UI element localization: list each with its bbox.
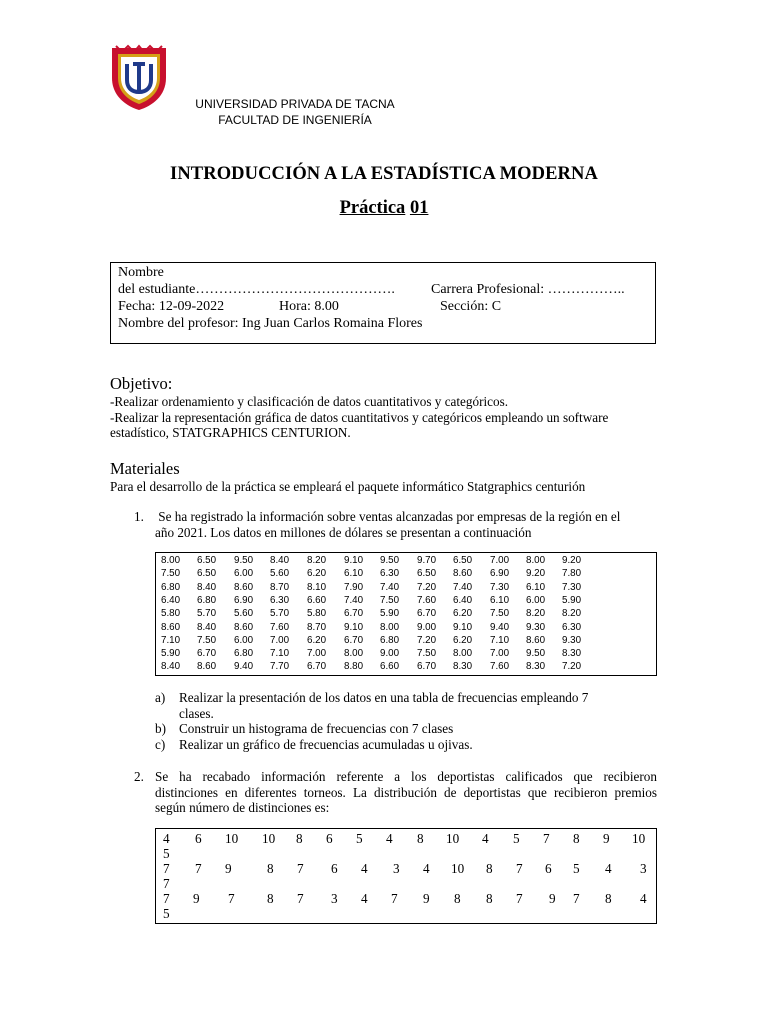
- student-info-box: [110, 262, 656, 344]
- table-cell: 9.70: [417, 555, 437, 566]
- table-cell: 8: [605, 891, 612, 906]
- table-cell: 5: [356, 831, 363, 846]
- item-letter: c): [155, 736, 166, 752]
- q1-number: 1.: [134, 509, 144, 524]
- table-cell: 7: [516, 861, 523, 876]
- table-cell: 9.30: [562, 634, 582, 646]
- table-cell: 9: [423, 891, 430, 906]
- table-cell: 6.80: [197, 594, 217, 606]
- sales-data-table: [155, 552, 657, 676]
- table-cell: 4: [482, 831, 489, 846]
- table-cell: 4: [361, 891, 368, 906]
- table-cell: 4: [640, 891, 647, 906]
- table-cell: 5.80: [161, 608, 181, 620]
- table-cell: 3: [640, 861, 647, 876]
- table-cell: 7: [163, 861, 170, 876]
- q2-line: según número de distinciones es:: [155, 800, 330, 815]
- table-cell: 6.70: [344, 634, 364, 646]
- table-cell: 7.30: [490, 581, 510, 593]
- table-cell: 6.00: [234, 568, 254, 580]
- table-cell: 9.10: [344, 621, 364, 633]
- table-cell: 7.00: [490, 648, 510, 660]
- table-cell: 6: [545, 861, 552, 876]
- table-cell: 7.50: [161, 568, 181, 580]
- table-cell: 6: [326, 831, 333, 846]
- table-cell: 7.20: [417, 634, 437, 646]
- table-cell: 5: [573, 861, 580, 876]
- materiales-text: Para el desarrollo de la práctica se empleará el paquete informático Statgraphics centurión: [110, 479, 586, 494]
- table-cell: 6.50: [417, 568, 437, 580]
- table-cell: 5.60: [234, 608, 254, 620]
- table-cell: 7: [297, 861, 304, 876]
- table-cell: 7.00: [270, 634, 290, 646]
- table-cell: 7: [163, 876, 170, 891]
- objetivo-section: [110, 374, 670, 441]
- table-cell: 9: [225, 861, 232, 876]
- q2-line: distinciones en diferentes torneos. La distribución de deportistas que recibieron premios: [155, 784, 657, 800]
- table-cell: 7.10: [490, 634, 510, 646]
- table-cell: 7.40: [380, 581, 400, 593]
- table-cell: 7: [297, 891, 304, 906]
- table-cell: 8.80: [344, 661, 364, 673]
- objetivo-line: -Realizar la representación gráfica de datos cuantitativos y categóricos empleando un software: [110, 409, 609, 425]
- table-cell: 6.80: [161, 581, 181, 593]
- table-cell: 6.20: [453, 634, 473, 646]
- table-cell: 7.60: [490, 661, 510, 673]
- table-cell: 8.40: [197, 581, 217, 593]
- table-cell: 9.20: [562, 555, 582, 566]
- profesor-field: Nombre del profesor: Ing Juan Carlos Romaina Flores: [118, 316, 423, 331]
- table-cell: 8: [296, 831, 303, 846]
- table-cell: 10: [225, 831, 239, 846]
- table-cell: 5: [513, 831, 520, 846]
- table-cell: 9: [603, 831, 610, 846]
- table-cell: 8.00: [453, 648, 473, 660]
- table-cell: 8.30: [453, 661, 473, 673]
- table-cell: 9: [549, 891, 556, 906]
- table-cell: 7.60: [417, 594, 437, 606]
- table-cell: 8.60: [453, 568, 473, 580]
- table-cell: 6.00: [526, 594, 546, 606]
- carrera-field: Carrera Profesional: ……………..: [431, 282, 625, 297]
- table-cell: 5.70: [270, 608, 290, 620]
- faculty-name: FACULTAD DE INGENIERÍA: [218, 113, 372, 127]
- item-letter: a): [155, 690, 166, 705]
- table-cell: 7.50: [417, 648, 437, 660]
- table-cell: 7.80: [562, 568, 582, 580]
- table-cell: 8.30: [562, 648, 582, 660]
- table-cell: 8.20: [526, 608, 546, 620]
- table-cell: 8: [267, 891, 274, 906]
- table-cell: 5.90: [562, 594, 582, 606]
- table-cell: 7: [573, 891, 580, 906]
- table-cell: 6.70: [417, 608, 437, 620]
- table-cell: 8.70: [270, 581, 290, 593]
- table-cell: 8.10: [307, 581, 327, 593]
- practica-number: 01: [409, 198, 429, 218]
- table-cell: 7: [391, 891, 398, 906]
- table-cell: 6.90: [490, 568, 510, 580]
- table-cell: 7: [516, 891, 523, 906]
- table-cell: 4: [386, 831, 393, 846]
- table-cell: 7.60: [270, 621, 290, 633]
- table-cell: 4: [163, 831, 170, 846]
- table-cell: 5: [163, 906, 170, 921]
- table-cell: 7.90: [344, 581, 364, 593]
- q2-line: Se ha recabado información referente a los deportistas calificados que recibieron: [155, 769, 657, 784]
- table-cell: 8.40: [270, 555, 290, 566]
- table-cell: 6.10: [344, 568, 364, 580]
- table-cell: 7.50: [380, 594, 400, 606]
- table-cell: 6.10: [526, 581, 546, 593]
- table-cell: 8.00: [161, 555, 181, 566]
- table-cell: 7.30: [562, 581, 582, 593]
- table-cell: 8.00: [380, 621, 400, 633]
- seccion-field: Sección: C: [440, 299, 502, 314]
- materiales-heading: Materiales: [110, 459, 180, 478]
- table-cell: 4: [423, 861, 430, 876]
- table-cell: 10: [451, 861, 465, 876]
- table-cell: 8: [573, 831, 580, 846]
- table-cell: 8.00: [526, 555, 546, 566]
- table-cell: 6: [331, 861, 338, 876]
- item-text: Realizar la presentación de los datos en una tabla de frecuencias empleando 7: [179, 690, 589, 705]
- table-cell: 6.60: [380, 661, 400, 673]
- table-cell: 8: [267, 861, 274, 876]
- practica-label: Práctica: [339, 198, 406, 218]
- table-cell: 7.70: [270, 661, 290, 673]
- item-text: Construir un histograma de frecuencias con 7 clases: [179, 721, 454, 736]
- table-cell: 4: [605, 861, 612, 876]
- table-cell: 9.20: [526, 568, 546, 580]
- practica-heading: [0, 198, 768, 219]
- table-cell: 9: [193, 891, 200, 906]
- table-cell: 6.30: [270, 594, 290, 606]
- table-cell: 6.70: [417, 661, 437, 673]
- document-title: INTRODUCCIÓN A LA ESTADÍSTICA MODERNA: [170, 164, 598, 184]
- table-cell: 9.50: [380, 555, 400, 566]
- table-cell: 8.60: [197, 661, 217, 673]
- student-name-field: del estudiante…………………………………….: [118, 282, 395, 297]
- q2-text: [155, 769, 657, 816]
- table-cell: 8.70: [307, 621, 327, 633]
- table-cell: 5.90: [161, 648, 181, 660]
- objetivo-heading: Objetivo:: [110, 374, 173, 393]
- table-cell: 10: [632, 831, 646, 846]
- table-cell: 9.00: [380, 648, 400, 660]
- table-cell: 6.80: [380, 634, 400, 646]
- table-cell: 10: [262, 831, 276, 846]
- table-cell: 9.40: [234, 661, 254, 673]
- table-cell: 8.60: [234, 581, 254, 593]
- table-cell: 9.10: [344, 555, 364, 566]
- table-cell: 8.40: [161, 661, 181, 673]
- table-cell: 8.20: [307, 555, 327, 566]
- table-cell: 6.20: [453, 608, 473, 620]
- table-cell: 6.50: [197, 555, 217, 566]
- table-cell: 8: [417, 831, 424, 846]
- table-cell: 5.90: [380, 608, 400, 620]
- item-text: Realizar un gráfico de frecuencias acumuladas u ojivas.: [179, 736, 473, 752]
- table-cell: 5.60: [270, 568, 290, 580]
- table-cell: 8.60: [234, 621, 254, 633]
- table-cell: 6.40: [161, 594, 181, 606]
- item-text: clases.: [179, 705, 214, 721]
- table-cell: 6.10: [490, 594, 510, 606]
- q2-number: 2.: [134, 769, 144, 784]
- table-cell: 9.50: [234, 555, 254, 566]
- hora-field: Hora: 8.00: [279, 299, 339, 314]
- table-cell: 6.40: [453, 594, 473, 606]
- table-cell: 8: [486, 861, 493, 876]
- item-letter: b): [155, 721, 166, 736]
- table-cell: 6.30: [380, 568, 400, 580]
- table-cell: 7: [228, 891, 235, 906]
- table-cell: 8.00: [344, 648, 364, 660]
- table-cell: 6.20: [307, 634, 327, 646]
- table-cell: 7: [543, 831, 550, 846]
- table-cell: 8.60: [161, 621, 181, 633]
- table-cell: 7: [195, 861, 202, 876]
- table-cell: 6.50: [197, 568, 217, 580]
- university-name: UNIVERSIDAD PRIVADA DE TACNA: [195, 97, 395, 111]
- table-cell: 6.20: [307, 568, 327, 580]
- table-cell: 7.50: [490, 608, 510, 620]
- table-cell: 7.40: [344, 594, 364, 606]
- table-cell: 8: [486, 891, 493, 906]
- table-cell: 7.10: [161, 634, 181, 646]
- table-cell: 8.60: [526, 634, 546, 646]
- table-cell: 6: [195, 831, 202, 846]
- q1-line: Se ha registrado la información sobre ventas alcanzadas por empresas de la región en el: [155, 509, 621, 524]
- objetivo-line: estadístico, STATGRAPHICS CENTURION.: [110, 425, 351, 440]
- table-cell: 9.40: [490, 621, 510, 633]
- table-cell: 9.30: [526, 621, 546, 633]
- table-cell: 8: [454, 891, 461, 906]
- table-cell: 6.90: [234, 594, 254, 606]
- table-cell: 7.20: [417, 581, 437, 593]
- table-cell: 7: [163, 891, 170, 906]
- table-cell: 8.40: [197, 621, 217, 633]
- table-cell: 5.70: [197, 608, 217, 620]
- table-cell: 7.40: [453, 581, 473, 593]
- table-cell: 7.00: [307, 648, 327, 660]
- table-cell: 6.50: [453, 555, 473, 566]
- table-cell: 5: [163, 846, 170, 861]
- q1-items: [155, 690, 665, 752]
- table-cell: 6.60: [307, 594, 327, 606]
- table-cell: 5.80: [307, 608, 327, 620]
- table-cell: 3: [331, 891, 338, 906]
- q1-line: año 2021. Los datos en millones de dólares se presentan a continuación: [155, 524, 532, 540]
- table-cell: 10: [446, 831, 460, 846]
- materiales-section: [110, 459, 670, 495]
- distinctions-data-table: [155, 828, 657, 924]
- objetivo-line: -Realizar ordenamiento y clasificación de datos cuantitativos y categóricos.: [110, 394, 509, 409]
- nombre-label: Nombre: [118, 265, 164, 280]
- table-cell: 6.80: [234, 648, 254, 660]
- table-cell: 4: [361, 861, 368, 876]
- table-cell: 8.30: [526, 661, 546, 673]
- table-cell: 6.70: [344, 608, 364, 620]
- table-cell: 9.50: [526, 648, 546, 660]
- q1-text: [155, 509, 665, 540]
- table-cell: 9.10: [453, 621, 473, 633]
- table-cell: 6.00: [234, 634, 254, 646]
- table-cell: 6.70: [197, 648, 217, 660]
- table-cell: 7.20: [562, 661, 582, 673]
- table-cell: 9.00: [417, 621, 437, 633]
- university-header: [150, 96, 440, 128]
- table-cell: 3: [393, 861, 400, 876]
- table-cell: 7.10: [270, 648, 290, 660]
- table-cell: 7.00: [490, 555, 510, 566]
- table-cell: 8.20: [562, 608, 582, 620]
- table-cell: 6.70: [307, 661, 327, 673]
- fecha-field: Fecha: 12-09-2022: [118, 299, 225, 314]
- table-cell: 6.30: [562, 621, 582, 633]
- table-cell: 7.50: [197, 634, 217, 646]
